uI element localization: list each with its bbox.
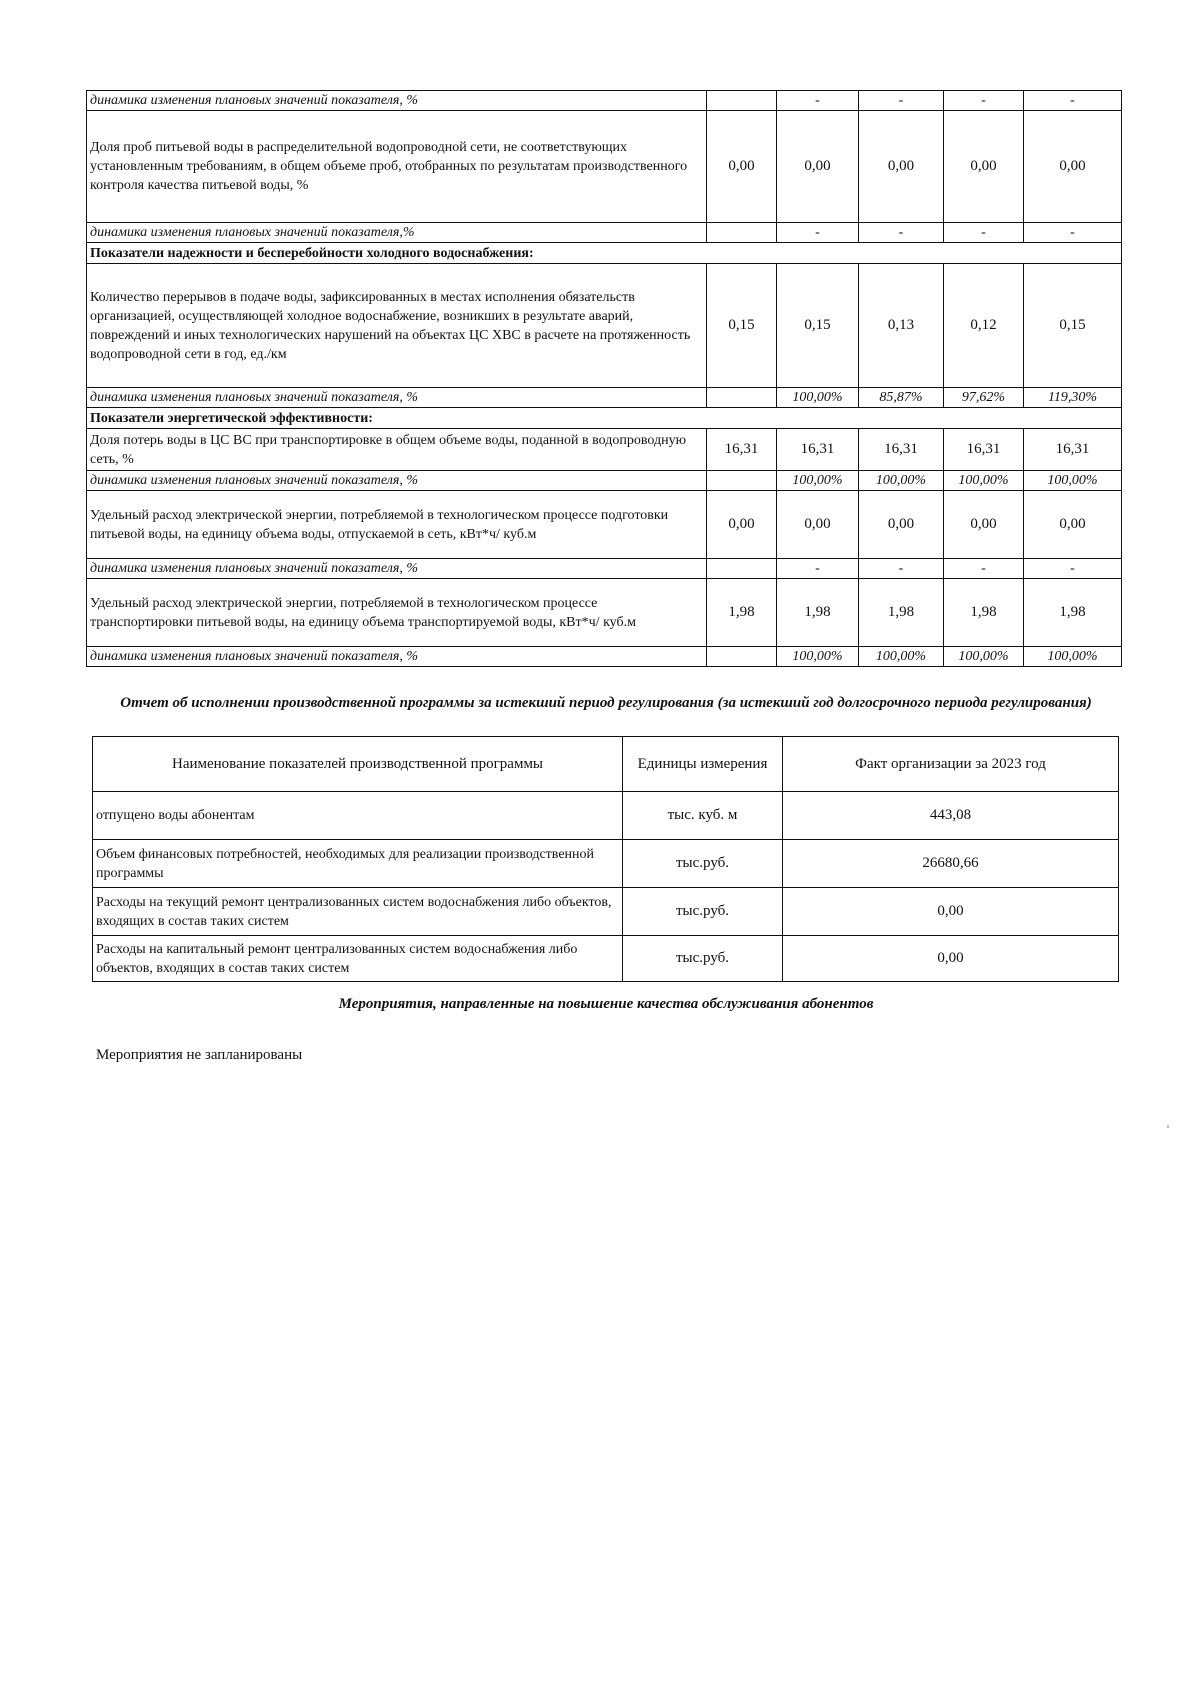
value-cell: -	[1024, 91, 1122, 111]
row-label: Количество перерывов в подаче воды, зафиксированных в местах исполнения обязательств организацией, осуществляющей холодное водоснабжение, возникших в результате аварий, повреждений и иных технологических нарушений на объектах ЦС ХВС в расчете на протяженность водопроводной сети в год, ед./км	[87, 264, 707, 388]
indicators-body	[87, 91, 1122, 667]
report-row-unit: тыс. куб. м	[623, 792, 783, 840]
section-heading: Показатели надежности и бесперебойности холодного водоснабжения:	[87, 243, 1122, 264]
value-cell: 0,15	[777, 264, 859, 388]
value-cell: 100,00%	[777, 388, 859, 408]
value-cell	[707, 471, 777, 491]
value-cell: 97,62%	[944, 388, 1024, 408]
value-cell: 0,00	[777, 111, 859, 223]
value-cell: 0,00	[1024, 111, 1122, 223]
report-row-name: отпущено воды абонентам	[93, 792, 623, 840]
report-row-value: 26680,66	[783, 840, 1119, 888]
value-cell: -	[859, 223, 944, 243]
report-row-value: 443,08	[783, 792, 1119, 840]
value-cell: 0,15	[1024, 264, 1122, 388]
row-label: Удельный расход электрической энергии, потребляемой в технологическом процессе транспортировки питьевой воды, на единицу объема транспортируемой воды, кВт*ч/ куб.м	[87, 579, 707, 647]
value-cell: 0,00	[944, 491, 1024, 559]
report-row-unit: тыс.руб.	[623, 936, 783, 982]
row-label: динамика изменения плановых значений показателя, %	[87, 559, 707, 579]
report-row	[93, 792, 1119, 840]
value-cell	[707, 559, 777, 579]
value-cell: -	[777, 91, 859, 111]
value-cell: -	[944, 91, 1024, 111]
row-label: Доля проб питьевой воды в распределительной водопроводной сети, не соответствующих установленным требованиям, в общем объеме проб, отобранных по результатам производственного контроля качества питьевой воды, %	[87, 111, 707, 223]
indicator-row	[87, 491, 1122, 559]
report-header-row	[93, 737, 1119, 792]
value-cell: -	[859, 91, 944, 111]
value-cell: 0,15	[707, 264, 777, 388]
value-cell: 0,13	[859, 264, 944, 388]
row-label: Удельный расход электрической энергии, потребляемой в технологическом процессе подготовки питьевой воды, на единицу объема воды, отпускаемой в сеть, кВт*ч/ куб.м	[87, 491, 707, 559]
row-label: динамика изменения плановых значений показателя, %	[87, 388, 707, 408]
value-cell: 100,00%	[944, 647, 1024, 667]
value-cell: 1,98	[707, 579, 777, 647]
report-header	[93, 737, 1119, 792]
dynamics-row	[87, 223, 1122, 243]
section-row	[87, 243, 1122, 264]
report-row-name: Расходы на текущий ремонт централизованных систем водоснабжения либо объектов, входящих в состав таких систем	[93, 888, 623, 936]
header-unit: Единицы измерения	[623, 737, 783, 792]
value-cell: 16,31	[944, 429, 1024, 471]
value-cell	[707, 91, 777, 111]
value-cell: -	[1024, 559, 1122, 579]
value-cell: 100,00%	[777, 471, 859, 491]
measures-text: Мероприятия не запланированы	[96, 1047, 303, 1063]
value-cell: -	[944, 223, 1024, 243]
dynamics-row	[87, 388, 1122, 408]
value-cell: 100,00%	[777, 647, 859, 667]
report-row-unit: тыс.руб.	[623, 888, 783, 936]
value-cell: -	[1024, 223, 1122, 243]
value-cell: 0,00	[859, 111, 944, 223]
header-indicator-name: Наименование показателей производственной программы	[93, 737, 623, 792]
row-label: динамика изменения плановых значений показателя, %	[87, 91, 707, 111]
value-cell: 119,30%	[1024, 388, 1122, 408]
value-cell	[707, 647, 777, 667]
section-heading: Показатели энергетической эффективности:	[87, 408, 1122, 429]
value-cell: -	[944, 559, 1024, 579]
dynamics-row	[87, 471, 1122, 491]
value-cell: -	[777, 223, 859, 243]
value-cell: 0,00	[859, 491, 944, 559]
value-cell: 16,31	[859, 429, 944, 471]
report-row	[93, 840, 1119, 888]
indicators-table	[86, 90, 1122, 667]
value-cell: 100,00%	[1024, 471, 1122, 491]
value-cell: 0,00	[1024, 491, 1122, 559]
value-cell: 16,31	[1024, 429, 1122, 471]
report-body	[93, 792, 1119, 982]
row-label: Доля потерь воды в ЦС ВС при транспортировке в общем объеме воды, поданной в водопроводную сеть, %	[87, 429, 707, 471]
value-cell: 16,31	[777, 429, 859, 471]
report-title: Отчет об исполнении производственной программы за истекший период регулирования (за истекший год долгосрочного периода регулирования)	[120, 695, 1092, 711]
value-cell: 0,00	[707, 491, 777, 559]
report-row-value: 0,00	[783, 936, 1119, 982]
report-row-name: Объем финансовых потребностей, необходимых для реализации производственной программы	[93, 840, 623, 888]
value-cell: 100,00%	[944, 471, 1024, 491]
row-label: динамика изменения плановых значений показателя, %	[87, 647, 707, 667]
value-cell: 1,98	[859, 579, 944, 647]
value-cell: 1,98	[1024, 579, 1122, 647]
indicator-row	[87, 429, 1122, 471]
measures-title: Мероприятия, направленные на повышение качества обслуживания абонентов	[338, 996, 874, 1012]
value-cell: 1,98	[944, 579, 1024, 647]
report-row-name: Расходы на капитальный ремонт централизованных систем водоснабжения либо объектов, входящих в состав таких систем	[93, 936, 623, 982]
value-cell: 0,12	[944, 264, 1024, 388]
value-cell: -	[777, 559, 859, 579]
value-cell: 16,31	[707, 429, 777, 471]
indicator-row	[87, 579, 1122, 647]
section-row	[87, 408, 1122, 429]
indicator-row	[87, 111, 1122, 223]
value-cell: 100,00%	[859, 471, 944, 491]
value-cell: -	[859, 559, 944, 579]
header-fact: Факт организации за 2023 год	[783, 737, 1119, 792]
row-label: динамика изменения плановых значений показателя, %	[87, 471, 707, 491]
dynamics-row	[87, 559, 1122, 579]
report-row-unit: тыс.руб.	[623, 840, 783, 888]
value-cell: 100,00%	[859, 647, 944, 667]
dynamics-row	[87, 647, 1122, 667]
row-label: динамика изменения плановых значений показателя,%	[87, 223, 707, 243]
value-cell: 0,00	[707, 111, 777, 223]
value-cell	[707, 388, 777, 408]
scan-speck	[1167, 1125, 1169, 1128]
value-cell: 0,00	[944, 111, 1024, 223]
report-row	[93, 936, 1119, 982]
report-row	[93, 888, 1119, 936]
value-cell: 1,98	[777, 579, 859, 647]
report-table	[92, 736, 1119, 982]
value-cell	[707, 223, 777, 243]
dynamics-row	[87, 91, 1122, 111]
indicator-row	[87, 264, 1122, 388]
value-cell: 100,00%	[1024, 647, 1122, 667]
report-row-value: 0,00	[783, 888, 1119, 936]
value-cell: 85,87%	[859, 388, 944, 408]
value-cell: 0,00	[777, 491, 859, 559]
